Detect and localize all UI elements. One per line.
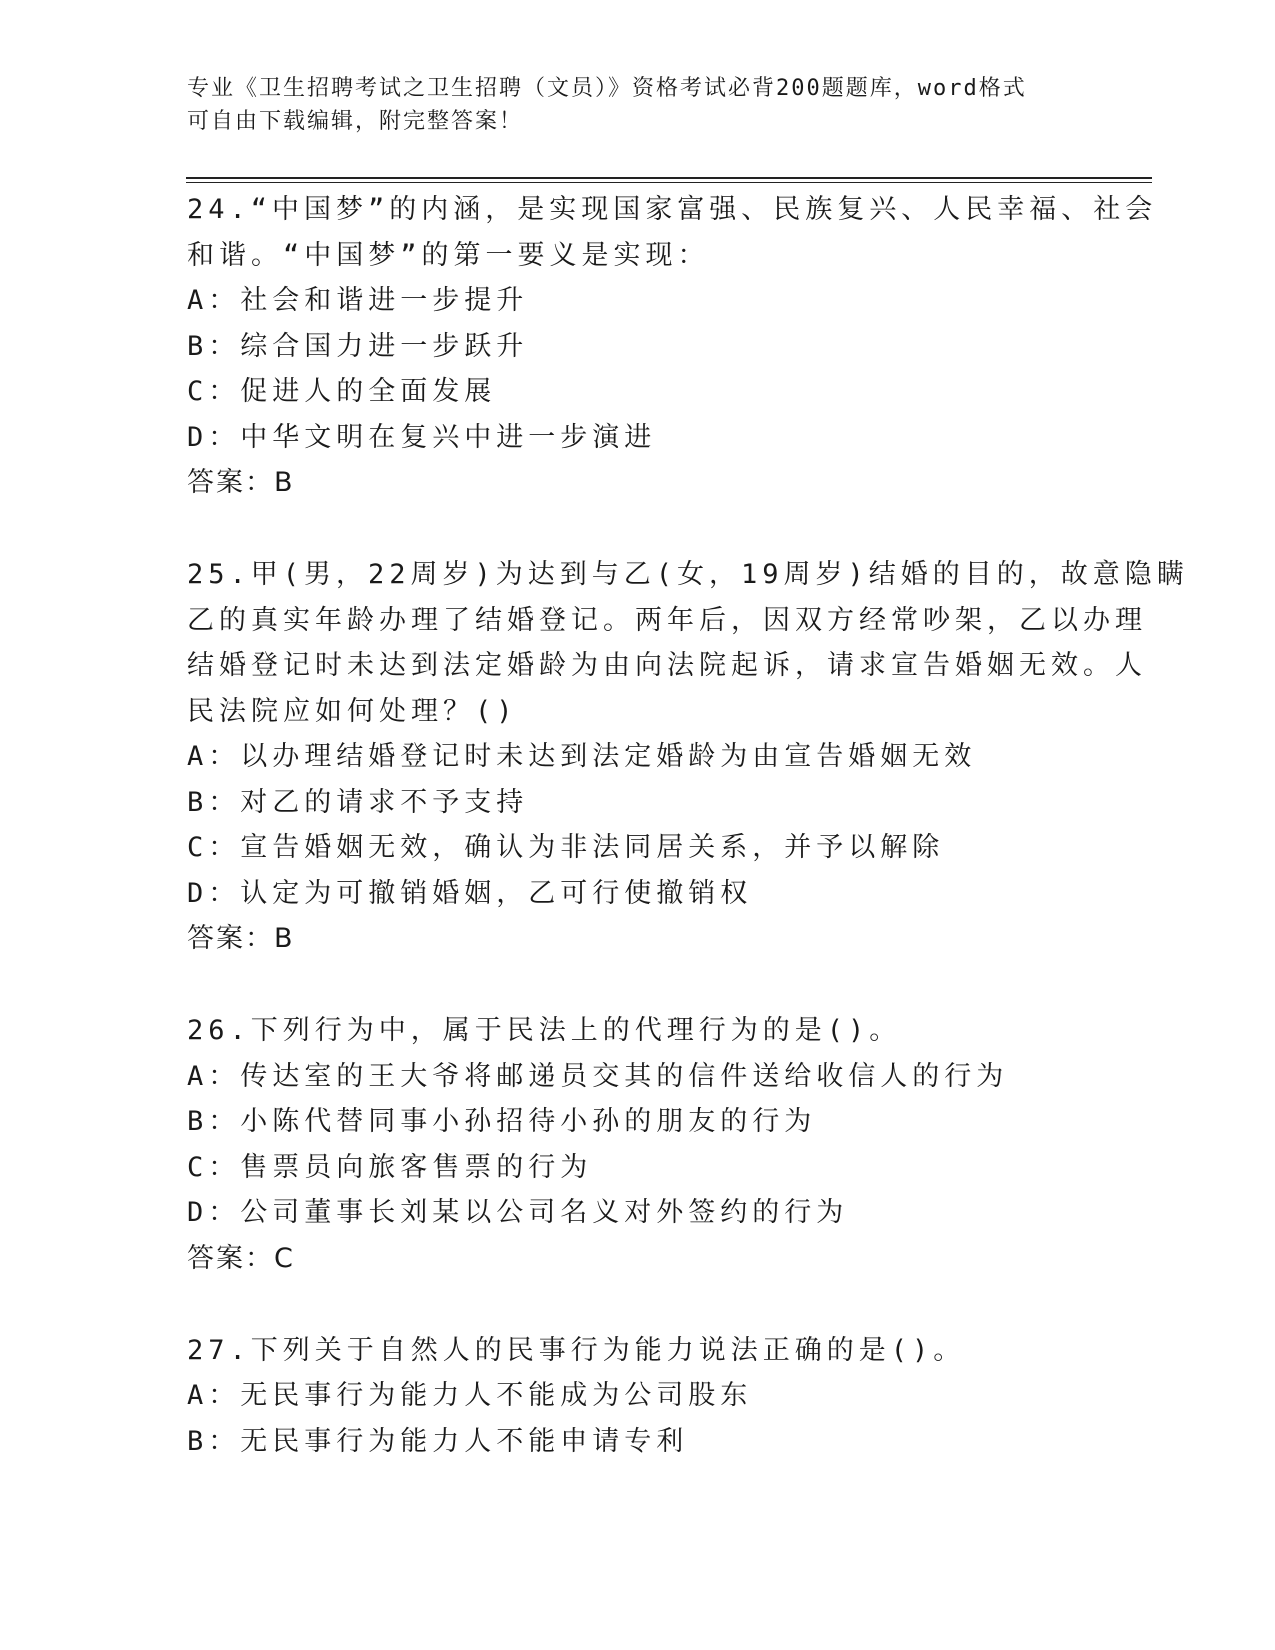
question-24 — [187, 187, 1158, 506]
answer-text: 答案：B — [187, 467, 295, 498]
option-d: D：认定为可撤销婚姻，乙可行使撤销权 — [187, 877, 753, 909]
header-line-1: 专业《卫生招聘考试之卫生招聘（文员）》资格考试必背200题题库，word格式 — [187, 76, 1027, 101]
question-stem-line: 乙的真实年龄办理了结婚登记。两年后，因双方经常吵架，乙以办理 — [187, 604, 1147, 636]
document-header — [187, 72, 1077, 138]
question-stem-line: 25.甲(男，22周岁)为达到与乙(女，19周岁)结婚的目的，故意隐瞒 — [187, 559, 1189, 590]
question-list — [187, 187, 1189, 1464]
question-25 — [187, 552, 1189, 962]
option-b: B：对乙的请求不予支持 — [187, 786, 529, 818]
question-stem-line: 24.“中国梦”的内涵，是实现国家富强、民族复兴、人民幸福、社会 — [187, 194, 1158, 225]
option-c: C：售票员向旅客售票的行为 — [187, 1151, 593, 1183]
question-spacer — [187, 962, 1087, 1008]
answer-text: 答案：C — [187, 1242, 295, 1274]
question-stem-line: 和谐。“中国梦”的第一要义是实现： — [187, 239, 710, 271]
question-stem-line: 26.下列行为中，属于民法上的代理行为的是()。 — [187, 1015, 902, 1046]
option-b: B：无民事行为能力人不能申请专利 — [187, 1425, 689, 1457]
option-a: A：传达室的王大爷将邮递员交其的信件送给收信人的行为 — [187, 1060, 1009, 1092]
question-stem-line: 27.下列关于自然人的民事行为能力说法正确的是()。 — [187, 1334, 966, 1366]
question-26 — [187, 1008, 1087, 1282]
question-stem-line: 民法院应如何处理？() — [187, 695, 518, 727]
option-d: D：公司董事长刘某以公司名义对外签约的行为 — [187, 1197, 849, 1228]
option-c: C：促进人的全面发展 — [187, 376, 497, 407]
option-a: A：无民事行为能力人不能成为公司股东 — [187, 1380, 753, 1411]
question-spacer — [187, 1282, 1087, 1328]
question-27 — [187, 1328, 1087, 1465]
header-divider — [186, 177, 1152, 183]
question-spacer — [187, 506, 1087, 552]
question-stem-line: 结婚登记时未达到法定婚龄为由向法院起诉，请求宣告婚姻无效。人 — [187, 650, 1147, 681]
option-a: A：社会和谐进一步提升 — [187, 285, 529, 316]
option-a: A：以办理结婚登记时未达到法定婚龄为由宣告婚姻无效 — [187, 741, 977, 772]
option-d: D：中华文明在复兴中进一步演进 — [187, 421, 657, 453]
option-c: C：宣告婚姻无效，确认为非法同居关系，并予以解除 — [187, 832, 945, 863]
answer-text: 答案：B — [187, 923, 295, 954]
header-line-2: 可自由下载编辑，附完整答案！ — [187, 109, 524, 134]
option-b: B：小陈代替同事小孙招待小孙的朋友的行为 — [187, 1106, 817, 1137]
option-b: B：综合国力进一步跃升 — [187, 330, 529, 362]
